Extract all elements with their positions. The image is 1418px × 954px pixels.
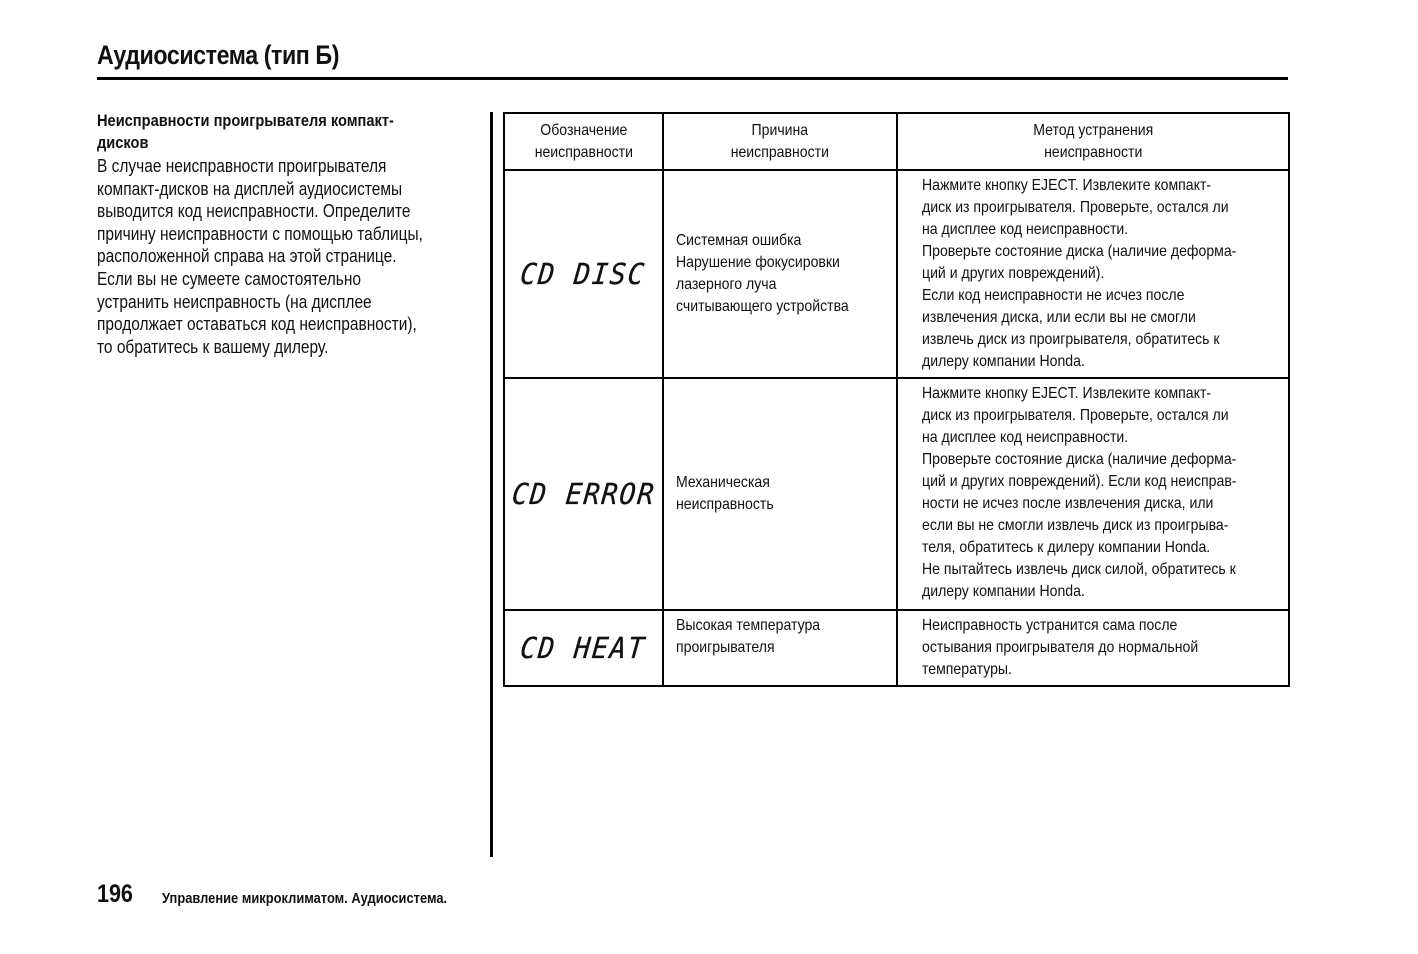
lcd-code: CD ERROR (510, 477, 657, 511)
method-cell: Нажмите кнопку EJECT. Извлеките компакт- диск из проигрывателя. Проверьте, остался ли на дисплее код неисправности. Проверьте состояние диска (наличие деформа- ций и других повреждений). Если код неисправ- ности не исчез после извлечения диска, или если вы не смогли извлечь диск из проигрыва- теля, обратитесь к дилеру компании Honda. Не пытайтесь извлечь диск силой, обратитесь к дилеру компании Honda. (897, 378, 1289, 610)
error-code-cell (504, 610, 663, 686)
intro-column (97, 110, 497, 358)
cause-cell: Высокая температура проигрывателя (663, 610, 897, 686)
section-body: В случае неисправности проигрывателя компакт-дисков на дисплей аудиосистемы выводится код неисправности. Определите причину неисправности с помощью таблицы, расположенной справа на этой странице. Если вы не сумеете самостоятельно устранить неисправность (на дисплее продолжает оставаться код неисправности), то обратитесь к вашему дилеру. (97, 156, 423, 357)
header-code: Обозначение неисправности (504, 113, 663, 170)
method-cell: Неисправность устранится сама после остывания проигрывателя до нормальной температуры. (897, 610, 1289, 686)
page-title: Аудиосистема (тип Б) (97, 40, 339, 70)
cause-cell: Системная ошибка Нарушение фокусировки лазерного луча считывающего устройства (663, 170, 897, 378)
table-row (504, 610, 1289, 686)
section-heading: Неисправности проигрывателя компакт- дисков (97, 111, 394, 152)
footer-section-title: Управление микроклиматом. Аудиосистема. (162, 890, 448, 907)
lcd-code: CD DISC (519, 257, 648, 291)
header-method: Метод устранения неисправности (897, 113, 1289, 170)
table-header-row (504, 113, 1289, 170)
troubleshooting-table (503, 112, 1290, 687)
table-row (504, 170, 1289, 378)
title-divider (97, 77, 1288, 80)
page-number: 196 (97, 880, 133, 908)
cause-cell: Механическая неисправность (663, 378, 897, 610)
header-cause: Причина неисправности (663, 113, 897, 170)
lcd-code: CD HEAT (519, 631, 648, 665)
error-code-cell (504, 378, 663, 610)
error-code-cell (504, 170, 663, 378)
column-divider (490, 112, 493, 857)
table-row (504, 378, 1289, 610)
method-cell: Нажмите кнопку EJECT. Извлеките компакт- диск из проигрывателя. Проверьте, остался ли на дисплее код неисправности. Проверьте состояние диска (наличие деформа- ций и других повреждений). Если код неисправности не исчез после извлечения диска, или если вы не смогли извлечь диск из проигрывателя, обратитесь к дилеру компании Honda. (897, 170, 1289, 378)
